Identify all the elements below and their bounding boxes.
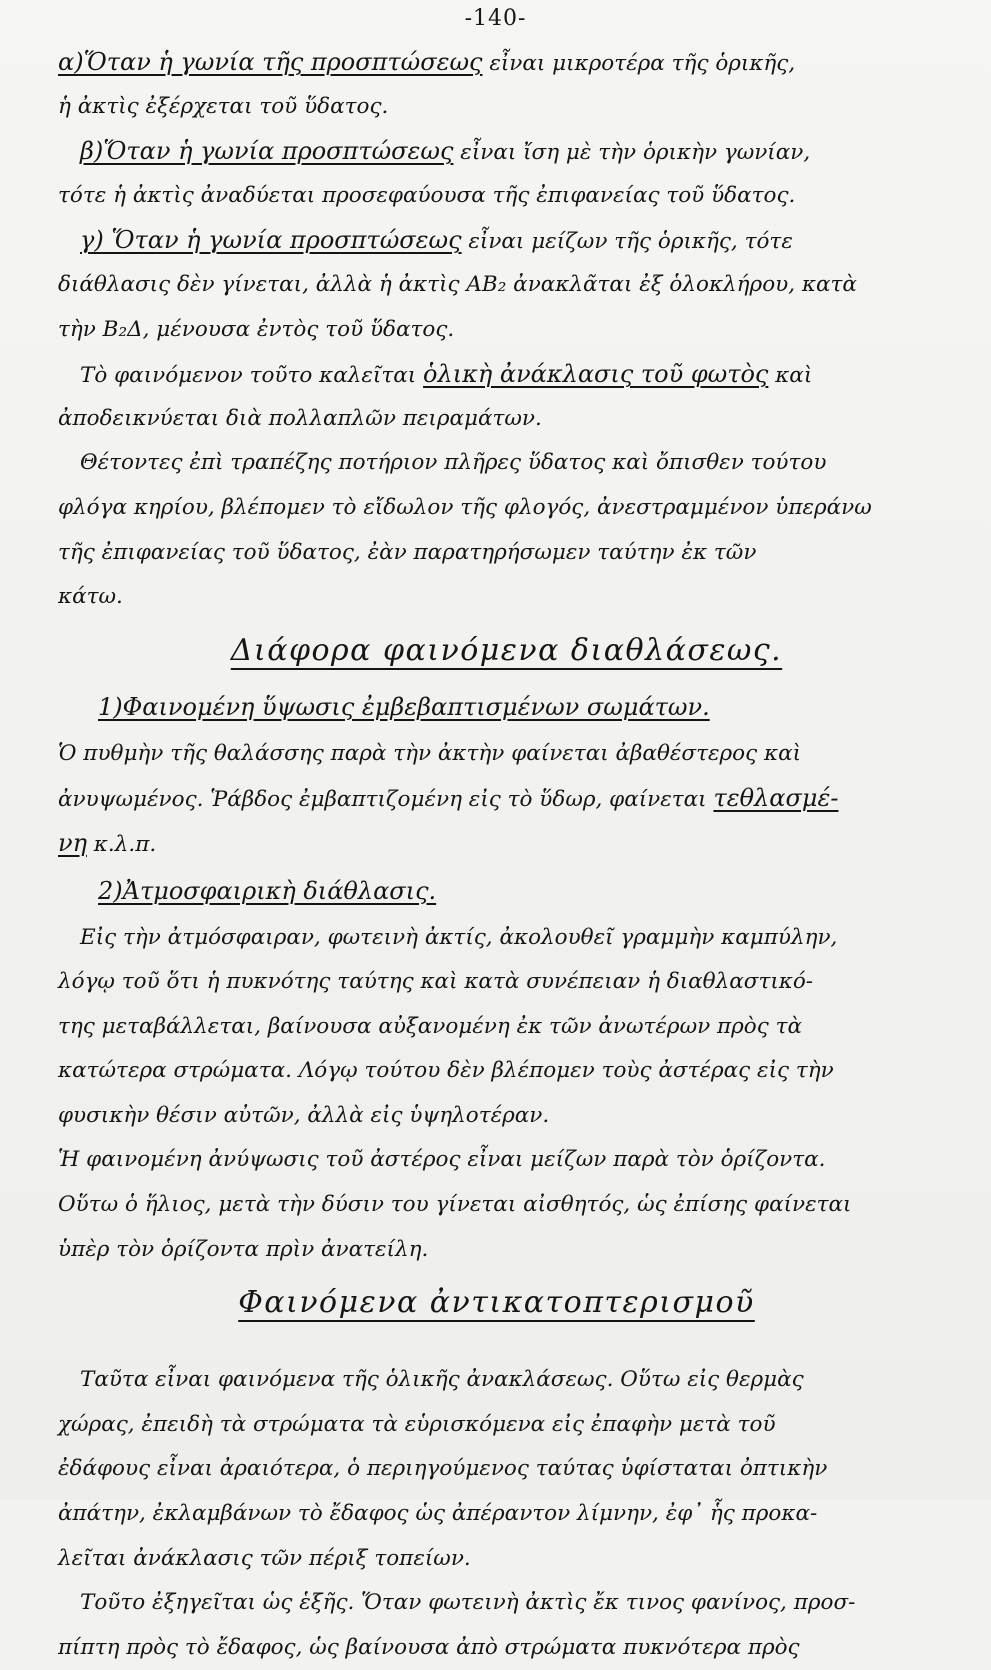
text-line [58, 1049, 955, 1094]
text-line [58, 531, 955, 576]
line-text: εἶναι μείζων τῆς ὁρικῆς, τότε [461, 229, 793, 255]
line-text: Τὸ φαινόμενον τοῦτο καλεῖται [80, 363, 424, 389]
line-text: πίπτη πρὸς τὸ ἔδαφος, ὡς βαίνουσα ἀπὸ στρώματα πυκνότερα πρὸς [58, 1634, 800, 1660]
line-text: ἡ ἀκτὶς ἐξέρχεται τοῦ ὕδατος. [58, 93, 389, 119]
paragraph-block-total-reflection [58, 40, 955, 620]
line-text: Οὕτω ὁ ἥλιος, μετὰ τὴν δύσιν του γίνεται αἰσθητός, ὡς ἐπίσης φαίνεται [58, 1192, 852, 1218]
text-line [58, 1581, 955, 1626]
line-text: εἶναι μικροτέρα τῆς ὁρικῆς, [482, 51, 796, 76]
body-text [58, 40, 955, 1670]
underlined-text: α)Ὅταν ἡ γωνία τῆς προσπτώσεως [58, 48, 483, 76]
text-line [58, 1626, 955, 1670]
line-text: ὑπὲρ τὸν ὁρίζοντα πρὶν ἀνατείλη. [58, 1236, 429, 1262]
subsection-heading-atmospheric-refraction [58, 866, 955, 916]
spacer [58, 1334, 955, 1358]
text-line [58, 1094, 955, 1139]
line-text: φυσικὴν θέσιν αὐτῶν, ἀλλὰ εἰς ὑψηλοτέραν. [58, 1102, 550, 1128]
line-text: εἶναι ἴση μὲ τὴν ὁρικὴν γωνίαν, [453, 140, 811, 166]
text-line [58, 1005, 955, 1050]
paragraph-block-atmospheric [58, 916, 955, 1273]
line-text: Ἡ φαινομένη ἀνύψωσις τοῦ ἀστέρος εἶναι μείζων παρὰ τὸν ὁρίζοντα. [58, 1147, 826, 1173]
text-line [58, 776, 955, 821]
line-text: ἀπάτην, ἐκλαμβάνων τὸ ἔδαφος ὡς ἀπέραντον λίμνην, ἐφ᾽ ἧς προκα- [58, 1501, 818, 1527]
line-text: διάθλασις δὲν γίνεται, ἀλλὰ ἡ ἀκτὶς ΑΒ₂ ἀνακλᾶται ἐξ ὁλοκλήρου, κατὰ [58, 271, 857, 297]
line-text: ἐδάφους εἶναι ἀραιότερα, ὁ περιηγούμενος ταύτας ὑφίσταται ὀπτικὴν [58, 1456, 828, 1482]
line-text: Εἰς τὴν ἀτμόσφαιραν, φωτεινὴ ἀκτίς, ἀκολουθεῖ γραμμὴν καμπύλην, [80, 924, 838, 950]
underlined-text: τεθλασμέ- [713, 784, 839, 813]
line-text: λεῖται ἀνάκλασις τῶν πέριξ τοπείων. [58, 1545, 471, 1571]
text-line [58, 486, 955, 531]
text-line [58, 821, 955, 866]
underlined-text: ὁλικὴ ἀνάκλασις τοῦ φωτὸς [423, 360, 769, 389]
paragraph-block-elevation [58, 732, 955, 866]
line-text: κατώτερα στρώματα. Λόγῳ τούτου δὲν βλέπομεν τοὺς ἀστέρας εἰς τὴν [58, 1058, 834, 1084]
line-text: κάτω. [58, 584, 123, 610]
underlined-text: β)Ὅταν ἡ γωνία προσπτώσεως [80, 137, 454, 166]
text-line [58, 174, 955, 219]
line-text: λόγῳ τοῦ ὅτι ἡ πυκνότης ταύτης καὶ κατὰ συνέπειαν ἡ διαθλαστικό- [58, 969, 814, 995]
line-text: ἀνυψωμένος. Ῥάβδος ἐμβαπτιζομένη εἰς τὸ ὕδωρ, φαίνεται [58, 787, 714, 813]
section-heading-refraction: Διάφορα φαινόμενα διαθλάσεως. [230, 632, 783, 668]
text-line [58, 218, 955, 263]
text-line [58, 732, 955, 777]
text-line [58, 1447, 955, 1492]
text-line [58, 1537, 955, 1582]
line-text: καὶ [768, 363, 813, 389]
text-line [58, 1492, 955, 1537]
line-text: τὴν Β₂Δ, μένουσα ἐντὸς τοῦ ὕδατος. [58, 316, 455, 342]
text-line [58, 1138, 955, 1183]
underlined-text: γ) Ὅταν ἡ γωνία προσπτώσεως [80, 226, 462, 255]
paragraph-block-mirage [58, 1358, 955, 1670]
text-line [58, 1358, 955, 1403]
line-text: ἀποδεικνύεται διὰ πολλαπλῶν πειραμάτων. [58, 405, 542, 431]
subsection-title-2: 2)Ἀτμοσφαιρικὴ διάθλασις. [98, 876, 437, 905]
line-text: τότε ἡ ἀκτὶς ἀναδύεται προσεφαύουσα τῆς ἐπιφανείας τοῦ ὕδατος. [58, 182, 796, 208]
line-text: χώρας, ἐπειδὴ τὰ στρώματα τὰ εὑρισκόμενα εἰς ἐπαφὴν μετὰ τοῦ [58, 1411, 776, 1437]
line-text: τῆς ἐπιφανείας τοῦ ὕδατος, ἐὰν παρατηρήσωμεν ταύτην ἐκ τῶν [58, 539, 757, 565]
line-text: κ.λ.π. [86, 831, 157, 857]
text-line [58, 1403, 955, 1448]
text-line [58, 40, 955, 85]
text-line [58, 85, 955, 130]
section-heading-mirage: Φαινόμενα ἀντικατοπτερισμοῦ [238, 1285, 755, 1321]
text-line [58, 1183, 955, 1228]
text-line [58, 129, 955, 174]
line-text: φλόγα κηρίου, βλέπομεν τὸ εἴδωλον τῆς φλογός, ἀνεστραμμένον ὑπεράνω [58, 494, 872, 520]
text-line [58, 397, 955, 442]
line-text: Θέτοντες ἐπὶ τραπέζης ποτήριον πλῆρες ὕδατος καὶ ὄπισθεν τούτου [80, 450, 827, 476]
text-line [58, 263, 955, 308]
text-line [58, 960, 955, 1005]
text-line [58, 575, 955, 620]
line-text: της μεταβάλλεται, βαίνουσα αὐξανομένη ἐκ τῶν ἀνωτέρων πρὸς τὰ [58, 1013, 803, 1039]
underlined-text: νη [58, 828, 87, 857]
line-text: Ταῦτα εἶναι φαινόμενα τῆς ὁλικῆς ἀνακλάσεως. Οὕτω εἰς θερμὰς [80, 1367, 804, 1393]
text-line [58, 441, 955, 486]
text-line [58, 308, 955, 353]
line-text: Τοῦτο ἐξηγεῖται ὡς ἑξῆς. Ὅταν φωτεινὴ ἀκτὶς ἔκ τινος φανίνος, προσ- [80, 1590, 856, 1616]
line-text: Ὁ πυθμὴν τῆς θαλάσσης παρὰ τὴν ἀκτὴν φαίνεται ἀβαθέστερος καὶ [58, 740, 802, 766]
page-number: -140- [464, 6, 527, 31]
subsection-title-1: 1)Φαινομένη ὕψωσις ἐμβεβαπτισμένων σωμάτων. [98, 692, 710, 721]
text-line [58, 916, 955, 961]
text-line [58, 352, 955, 397]
subsection-heading-apparent-elevation [58, 682, 955, 732]
text-line [58, 1228, 955, 1273]
